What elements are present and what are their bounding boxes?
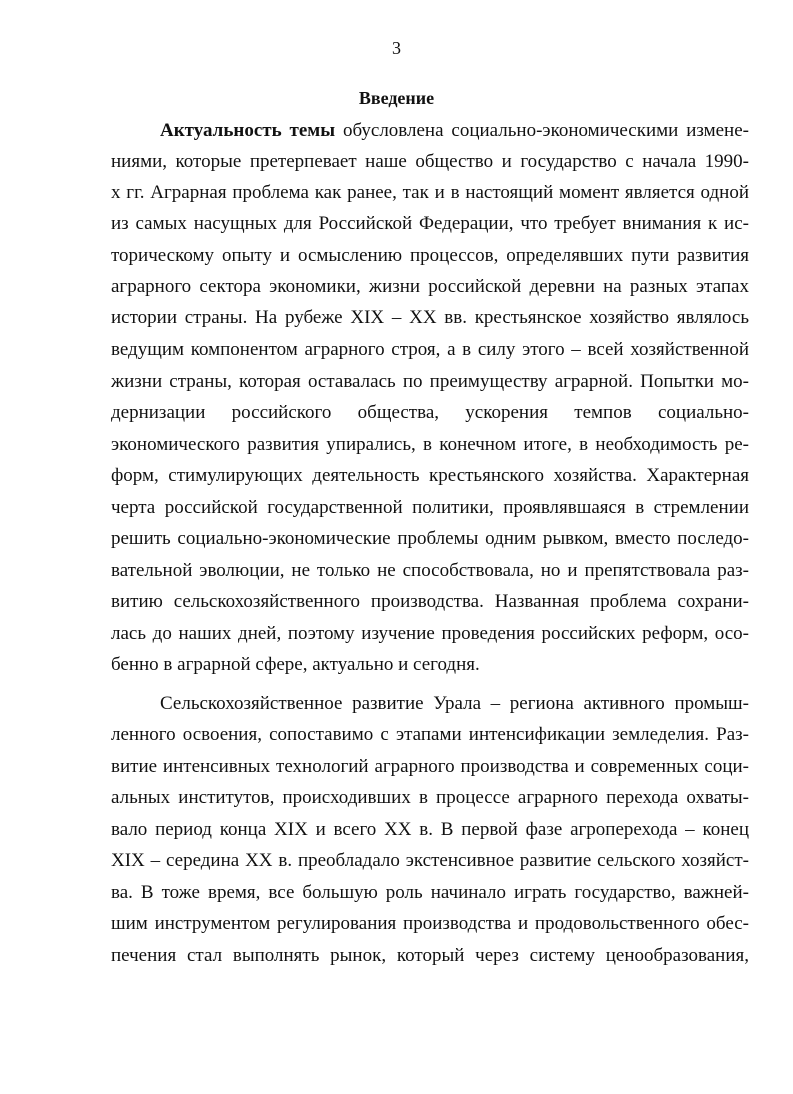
paragraph-2-line-8: шим инструментом регулирования производства и продовольственного обес- [111,913,749,934]
paragraph-2-line-2: ленного освоения, сопоставимо с этапами интенсификации земледелия. Раз- [111,724,749,745]
page-title: Введение [358,88,435,108]
lead-term: Актуальность темы [160,120,336,141]
paragraph-2-line-3: витие интенсивных технологий аграрного производства и современных соци- [111,756,749,777]
paragraph-2-line-4: альных институтов, происходивших в процессе аграрного перехода охваты- [111,787,749,808]
paragraph-1-line-4: из самых насущных для Российской Федерации, что требует внимания к ис- [111,213,749,234]
paragraph-2-line-7: ва. В тоже время, все большую роль начинало играть государство, важней- [111,882,749,903]
paragraph-1-line-3: х гг. Аграрная проблема как ранее, так и в настоящий момент является одной [111,182,749,203]
paragraph-2-line-5: вало период конца XIX и всего XX в. В первой фазе агроперехода – конец [111,819,749,840]
paragraph-1-line-5: торическому опыту и осмыслению процессов, определявших пути развития [111,245,749,266]
paragraph-1-line-9: жизни страны, которая оставалась по преимуществу аграрной. Попытки мо- [111,371,749,392]
paragraph-1-line-16: витию сельскохозяйственного производства. Названная проблема сохрани- [111,591,749,612]
paragraph-1-line-10: дернизации российского общества, ускорения темпов социально- [111,402,749,423]
paragraph-1-line-8: ведущим компонентом аграрного строя, а в силу этого – всей хозяйственной [111,339,749,360]
paragraph-1-line-17: лась до наших дней, поэтому изучение проведения российских реформ, осо- [111,623,749,644]
paragraph-1-line-2: ниями, которые претерпевает наше общество и государство с начала 1990- [111,151,749,172]
paragraph-1-line-7: истории страны. На рубеже XIX – XX вв. крестьянское хозяйство являлось [111,307,749,328]
paragraph-1-line-1: Актуальность темы обусловлена социально-экономическими измене- [160,120,749,141]
paragraph-1-line-12: форм, стимулирующих деятельность крестьянского хозяйства. Характерная [111,465,749,486]
paragraph-1-line-18: бенно в аграрной сфере, актуально и сегодня. [111,654,480,675]
paragraph-2-line-6: XIX – середина XX в. преобладало экстенсивное развитие сельского хозяйст- [111,850,749,871]
paragraph-1-line-15: вательной эволюции, не только не способствовала, но и препятствовала раз- [111,560,749,581]
page-number: 3 [392,38,401,58]
paragraph-2-line-9: печения стал выполнять рынок, который через систему ценообразования, [111,945,749,966]
paragraph-1-line-14: решить социально-экономические проблемы одним рывком, вместо последо- [111,528,749,549]
paragraph-1-line-6: аграрного сектора экономики, жизни российской деревни на разных этапах [111,276,749,297]
paragraph-1-line-13: черта российской государственной политики, проявлявшаяся в стремлении [111,497,749,518]
paragraph-2-line-1: Сельскохозяйственное развитие Урала – региона активного промыш- [160,693,749,714]
paragraph-1-line-11: экономического развития упирались, в конечном итоге, в необходимость ре- [111,434,749,455]
